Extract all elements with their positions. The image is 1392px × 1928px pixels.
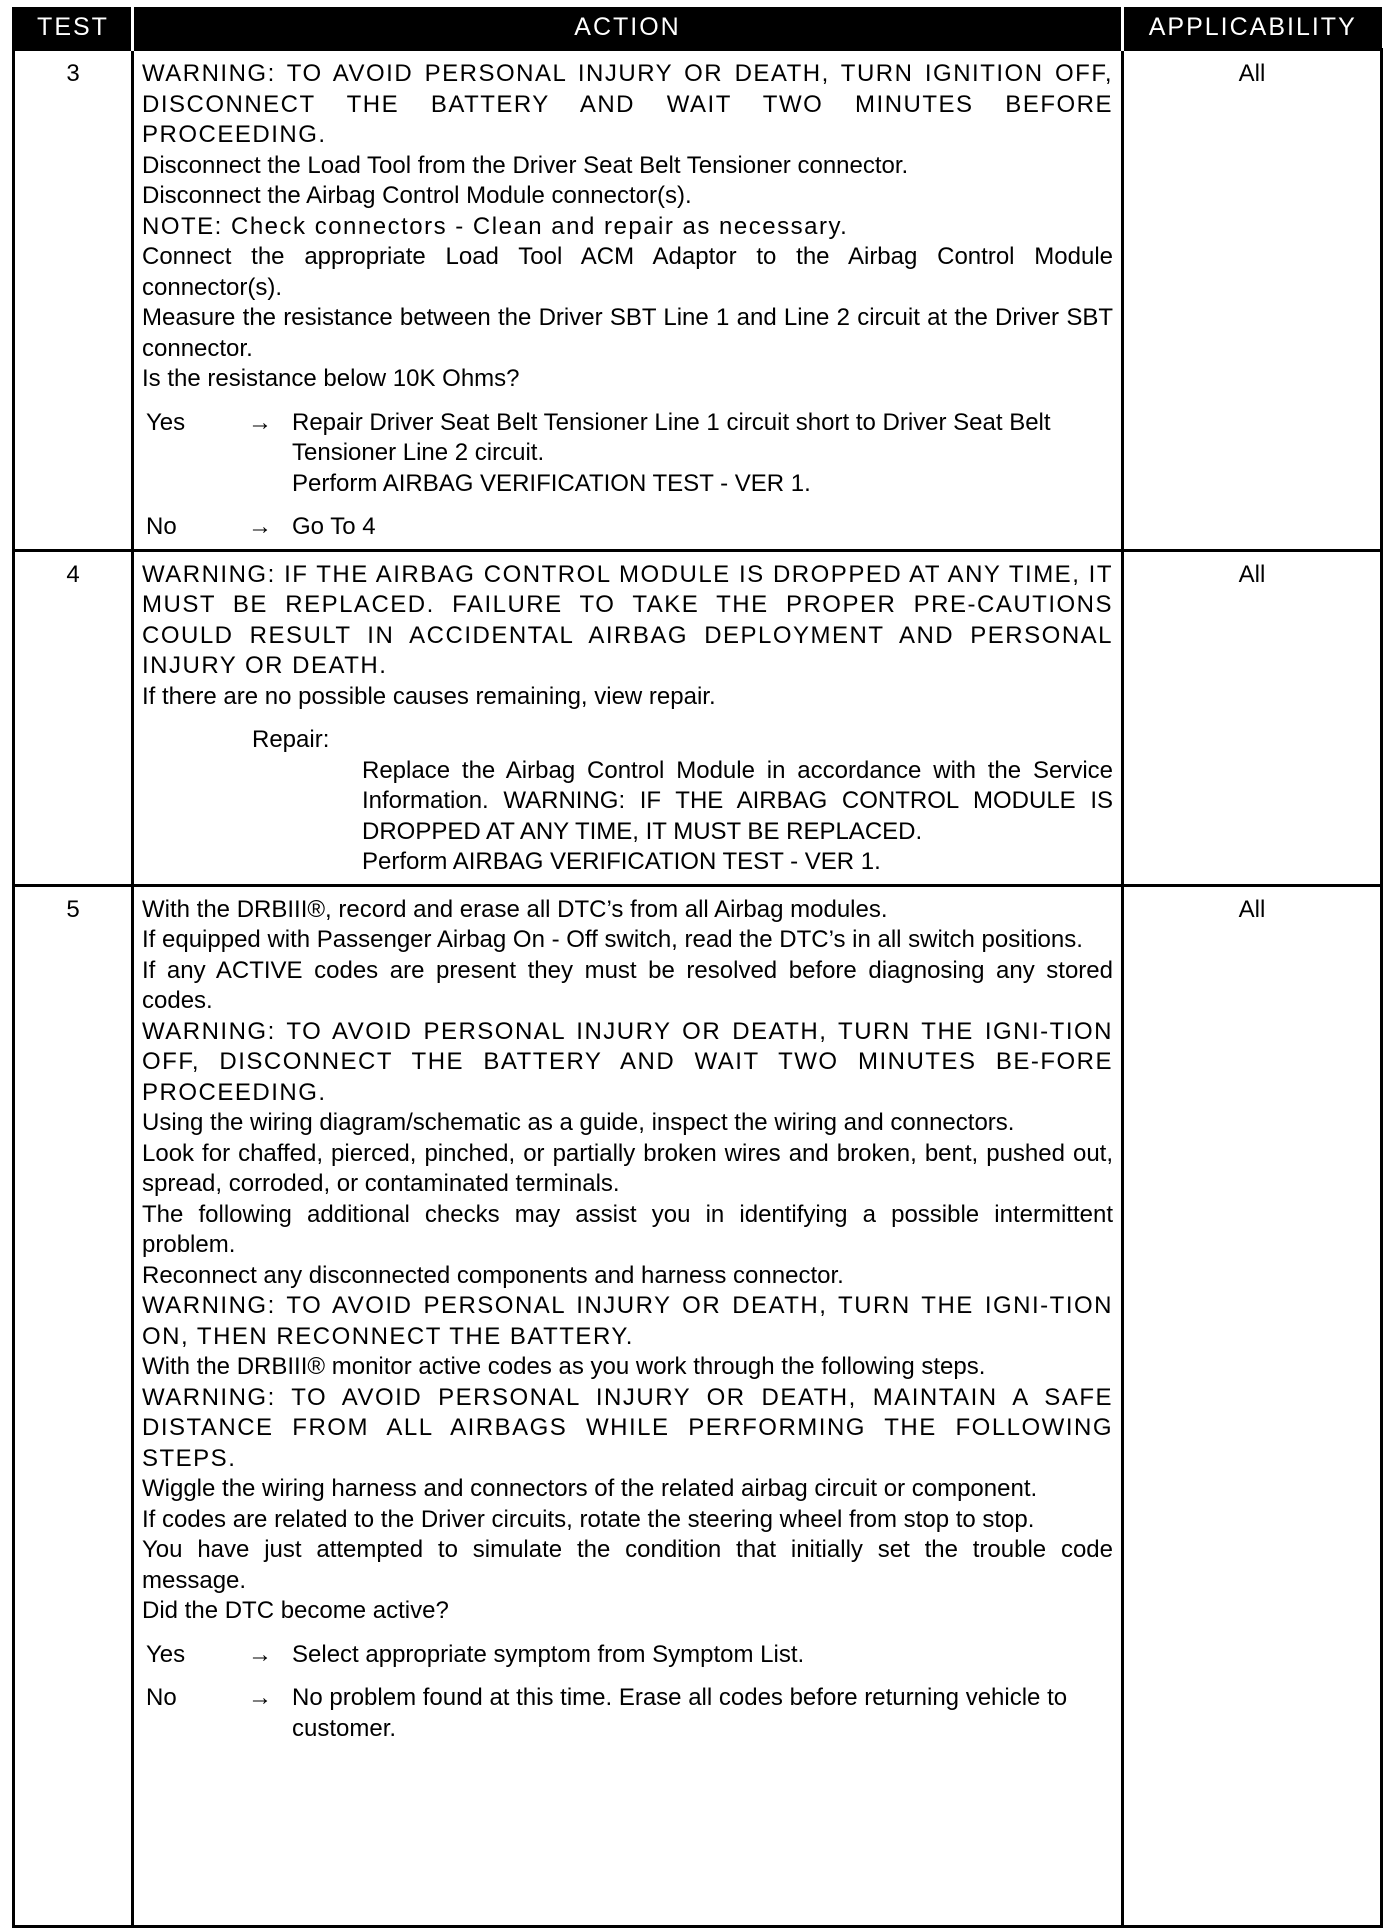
- action-cell: [133, 550, 1123, 885]
- instruction-text: The following additional checks may assist you in identifying a possible intermittent problem.: [142, 1200, 1113, 1258]
- table-row: [14, 885, 1382, 1926]
- diagnostic-test-sheet: [12, 7, 1380, 1830]
- result-label: No: [146, 513, 177, 540]
- table-row: [14, 50, 1382, 551]
- repair-block: [142, 725, 1113, 878]
- test-number: 4: [14, 550, 133, 885]
- warning-text: NOTE: Check connectors - Clean and repair as necessary.: [142, 212, 849, 240]
- instruction-text: Reconnect any disconnected components and harness connector.: [142, 1261, 844, 1289]
- instruction-text: Look for chaffed, pierced, pinched, or partially broken wires and broken, bent, pushed out, spread, corroded, or contaminated terminals.: [142, 1139, 1113, 1197]
- result-label: Yes: [146, 1640, 186, 1668]
- instruction-text: If codes are related to the Driver circuits, rotate the steering wheel from stop to stop.: [142, 1505, 1035, 1533]
- table-header-row: [14, 7, 1382, 50]
- warning-text: WARNING: TO AVOID PERSONAL INJURY OR DEATH, TURN IGNITION OFF, DISCONNECT THE BATTERY AND WAIT TWO MINUTES BEFORE PROCEEDING.: [142, 60, 1113, 148]
- table-row: [14, 550, 1382, 885]
- instruction-text: Wiggle the wiring harness and connectors of the related airbag circuit or component.: [142, 1475, 1038, 1502]
- result-label: No: [146, 1684, 177, 1711]
- applicability: All: [1123, 50, 1382, 551]
- outcome-line: Perform AIRBAG VERIFICATION TEST - VER 1.: [292, 469, 811, 497]
- table-body: [14, 50, 1382, 1927]
- instruction-text: If any ACTIVE codes are present they must be resolved before diagnosing any stored codes.: [142, 956, 1113, 1014]
- instruction-text: Disconnect the Airbag Control Module connector(s).: [142, 182, 692, 209]
- result-yes: [142, 1640, 1113, 1671]
- outcome-line: Select appropriate symptom from Symptom List.: [292, 1640, 805, 1668]
- result-outcome: [292, 408, 1113, 500]
- warning-text: WARNING: TO AVOID PERSONAL INJURY OR DEATH, TURN THE IGNI-TION OFF, DISCONNECT THE BATTERY AND WAIT TWO MINUTES BE-FORE PROCEEDING.: [142, 1017, 1113, 1106]
- repair-line: Perform AIRBAG VERIFICATION TEST - VER 1.: [362, 848, 881, 875]
- instruction-text: Is the resistance below 10K Ohms?: [142, 365, 520, 392]
- outcome-line: Repair Driver Seat Belt Tensioner Line 1 circuit short to Driver Seat Belt Tensioner Line 2 circuit.: [292, 408, 1051, 466]
- instruction-text: Measure the resistance between the Driver SBT Line 1 and Line 2 circuit at the Driver SBT connector.: [142, 304, 1113, 362]
- result-yes: [142, 408, 1113, 500]
- test-number: 5: [14, 885, 133, 1926]
- warning-text: WARNING: TO AVOID PERSONAL INJURY OR DEATH, MAINTAIN A SAFE DISTANCE FROM ALL AIRBAGS WHILE PERFORMING THE FOLLOWING STEPS.: [142, 1383, 1113, 1472]
- instruction-text: With the DRBIII®, record and erase all DTC’s from all Airbag modules.: [142, 895, 888, 923]
- result-outcome: [292, 1640, 1113, 1671]
- applicability: All: [1123, 550, 1382, 885]
- applicability: All: [1123, 885, 1382, 1926]
- outcome-line: Go To 4: [292, 513, 376, 540]
- instruction-text: You have just attempted to simulate the condition that initially set the trouble code message.: [142, 1536, 1113, 1594]
- instruction-text: If equipped with Passenger Airbag On - Off switch, read the DTC’s in all switch positions.: [142, 926, 1083, 953]
- repair-label: Repair:: [252, 726, 330, 753]
- arrow-icon: →: [248, 408, 272, 436]
- warning-text: WARNING: TO AVOID PERSONAL INJURY OR DEATH, TURN THE IGNI-TION ON, THEN RECONNECT THE BATTERY.: [142, 1292, 1113, 1350]
- instruction-text: With the DRBIII® monitor active codes as you work through the following steps.: [142, 1353, 986, 1380]
- repair-text: [252, 756, 1113, 878]
- arrow-icon: →: [248, 513, 272, 540]
- warning-text: WARNING: IF THE AIRBAG CONTROL MODULE IS DROPPED AT ANY TIME, IT MUST BE REPLACED. FAILURE TO TAKE THE PROPER PRE-CAUTIONS COULD RESULT IN ACCIDENTAL AIRBAG DEPLOYMENT AND PERSONAL INJURY OR DEATH.: [142, 560, 1113, 679]
- outcome-line: No problem found at this time. Erase all codes before returning vehicle to customer.: [292, 1684, 1068, 1742]
- instruction-text: Did the DTC become active?: [142, 1597, 449, 1624]
- header-action: ACTION: [133, 7, 1123, 50]
- result-outcome: [292, 512, 1113, 543]
- action-cell: [133, 885, 1123, 1926]
- instruction-text: Using the wiring diagram/schematic as a guide, inspect the wiring and connectors.: [142, 1109, 1015, 1136]
- header-test: TEST: [14, 7, 133, 50]
- result-outcome: [292, 1683, 1113, 1744]
- instruction-text: Connect the appropriate Load Tool ACM Adaptor to the Airbag Control Module connector(s).: [142, 243, 1113, 301]
- result-no: [142, 512, 1113, 543]
- repair-line: Replace the Airbag Control Module in accordance with the Service Information. WARNING: IF THE AIRBAG CONTROL MODULE IS DROPPED AT ANY TIME, IT MUST BE REPLACED.: [362, 756, 1113, 845]
- instruction-text: If there are no possible causes remaining, view repair.: [142, 682, 716, 710]
- test-number: 3: [14, 50, 133, 551]
- instruction-text: Disconnect the Load Tool from the Driver Seat Belt Tensioner connector.: [142, 151, 909, 179]
- result-no: [142, 1683, 1113, 1744]
- header-applicability: APPLICABILITY: [1123, 7, 1382, 50]
- arrow-icon: →: [248, 1640, 272, 1668]
- result-label: Yes: [146, 408, 186, 436]
- arrow-icon: →: [248, 1684, 272, 1711]
- action-cell: [133, 50, 1123, 551]
- diagnostic-table: [12, 7, 1383, 1928]
